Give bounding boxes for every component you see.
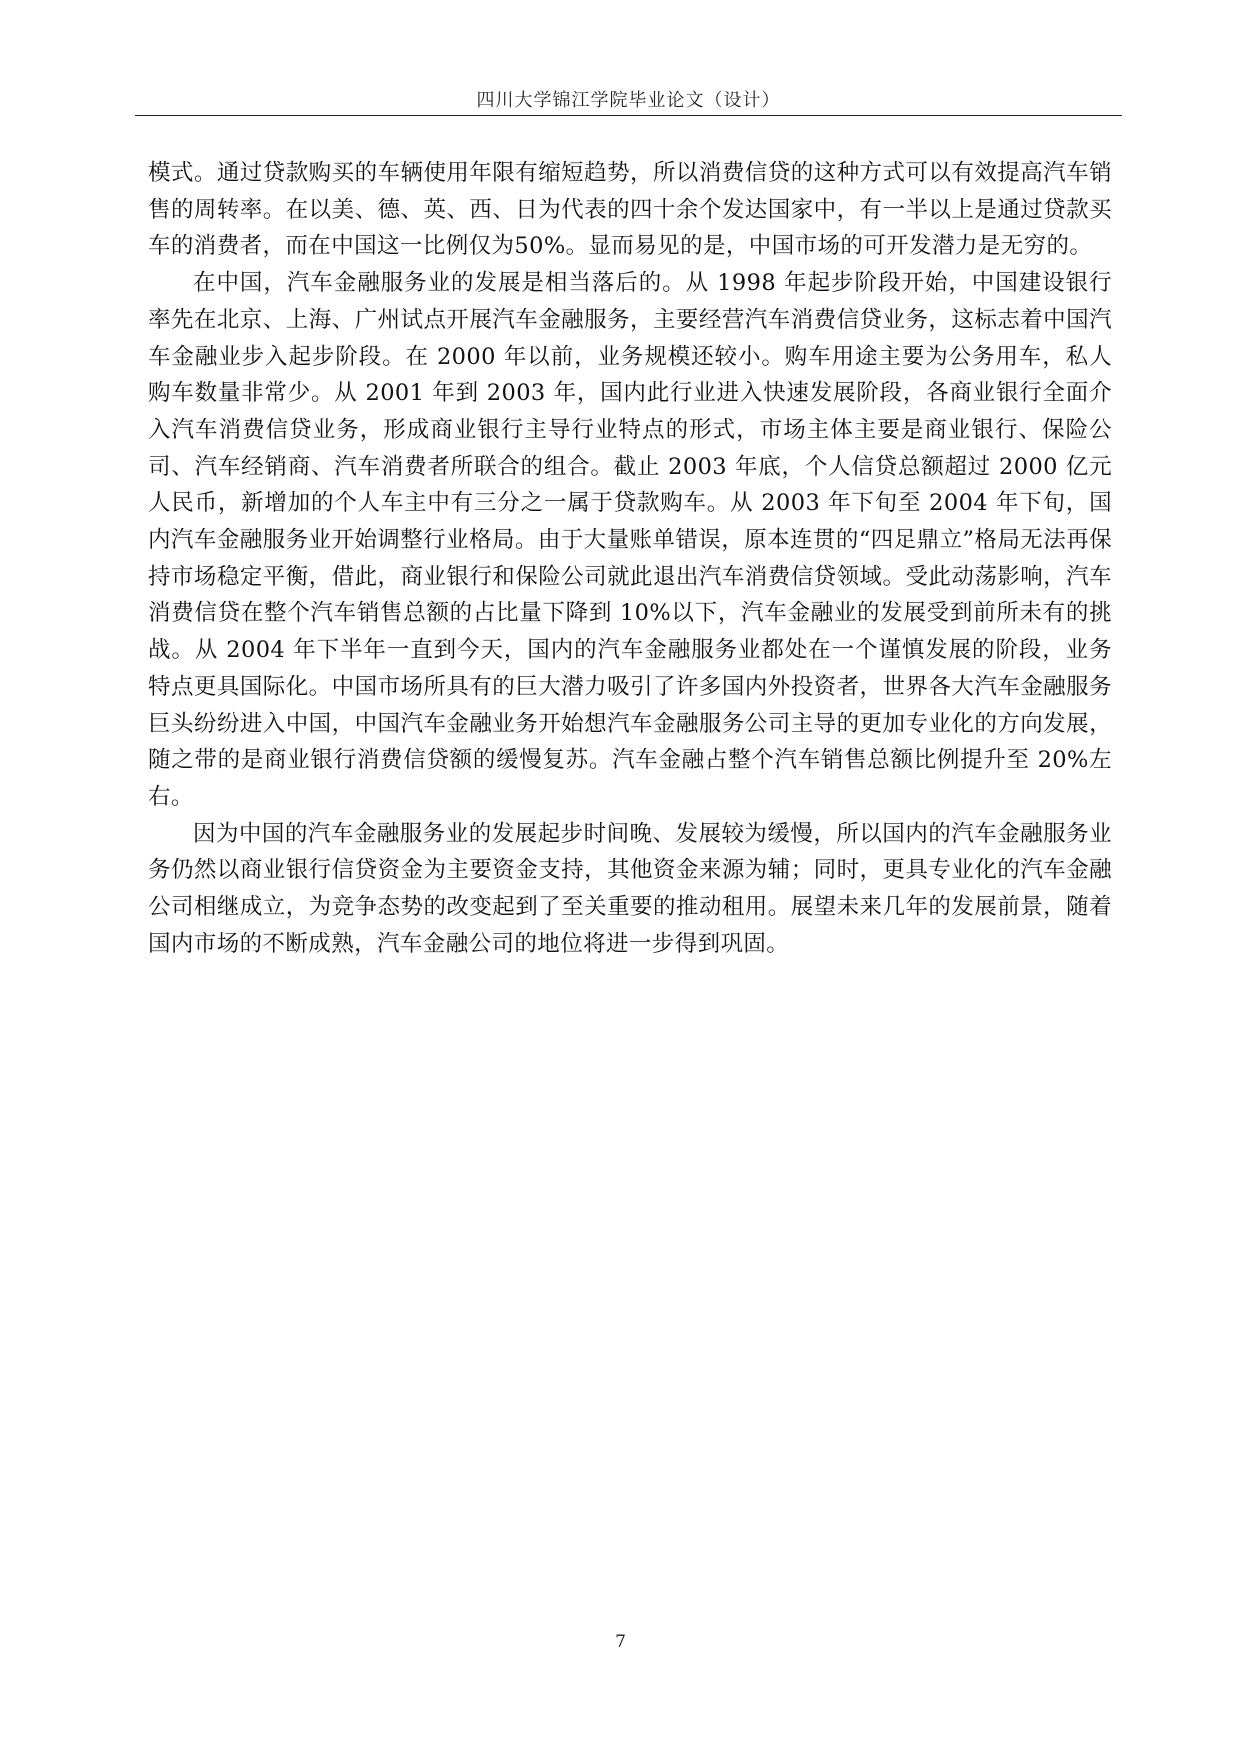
- paragraph-auto-finance-history: 在中国，汽车金融服务业的发展是相当落后的。从 1998 年起步阶段开始，中国建设银行率先在北京、上海、广州试点开展汽车金融服务，主要经营汽车消费信贷业务，这标志着中国汽车金融业步入起步阶段。在 2000 年以前，业务规模还较小。购车用途主要为公务用车，私人购车数量非常少。从 2001 年到 2003 年，国内此行业进入快速发展阶段，各商业银行全面介入汽车消费信贷业务，形成商业银行主导行业特点的形式，市场主体主要是商业银行、保险公司、汽车经销商、汽车消费者所联合的组合。截止 2003 年底，个人信贷总额超过 2000 亿元人民币，新增加的个人车主中有三分之一属于贷款购车。从 2003 年下旬至 2004 年下旬，国内汽车金融服务业开始调整行业格局。由于大量账单错误，原本连贯的“四足鼎立”格局无法再保持市场稳定平衡，借此，商业银行和保险公司就此退出汽车消费信贷领域。受此动荡影响，汽车消费信贷在整个汽车销售总额的占比量下降到 10%以下，汽车金融业的发展受到前所未有的挑战。从 2004 年下半年一直到今天，国内的汽车金融服务业都处在一个谨慎发展的阶段，业务特点更具国际化。中国市场所具有的巨大潜力吸引了许多国内外投资者，世界各大汽车金融服务巨头纷纷进入中国，中国汽车金融业务开始想汽车金融服务公司主导的更加专业化的方向发展，随之带的是商业银行消费信贷额的缓慢复苏。汽车金融占整个汽车销售总额比例提升至 20%左右。: [148, 270, 1112, 810]
- paragraph-continued: 模式。通过贷款购买的车辆使用年限有缩短趋势，所以消费信贷的这种方式可以有效提高汽车销售的周转率。在以美、德、英、西、日为代表的四十余个发达国家中，有一半以上是通过贷款买车的消费者，而在中国这一比例仅为50%。显而易见的是，中国市场的可开发潜力是无穷的。: [148, 160, 1112, 260]
- header-divider: [135, 115, 1122, 116]
- paragraph-outlook: 因为中国的汽车金融服务业的发展起步时间晚、发展较为缓慢，所以国内的汽车金融服务业务仍然以商业银行信贷资金为主要资金支持，其他资金来源为辅；同时，更具专业化的汽车金融公司相继成立，为竞争态势的改变起到了至关重要的推动租用。展望未来几年的发展前景，随着国内市场的不断成熟，汽车金融公司的地位将进一步得到巩固。: [148, 820, 1112, 957]
- page-header-title: 四川大学锦江学院毕业论文（设计）: [476, 90, 781, 111]
- page-number: 7: [615, 1632, 626, 1652]
- document-body: [148, 155, 1112, 962]
